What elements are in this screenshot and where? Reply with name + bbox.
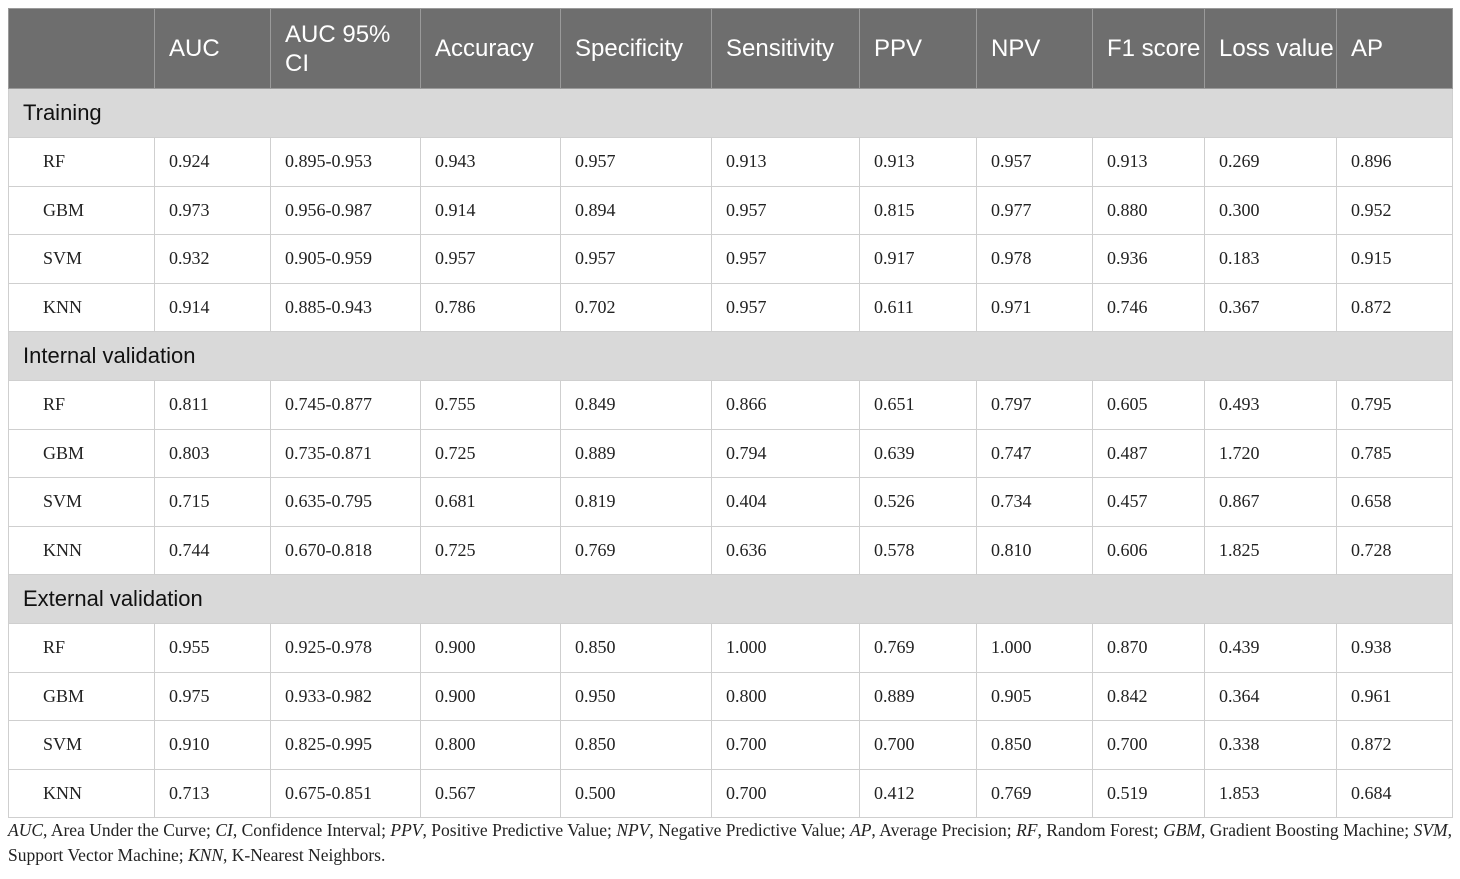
metric-cell: 0.977 [977,186,1093,235]
table-footnote [8,818,1452,868]
group-label: Training [9,89,1453,138]
metric-cell: 0.895-0.953 [271,138,421,187]
metric-cell: 0.700 [1093,721,1205,770]
metric-cell: 0.936 [1093,235,1205,284]
footnote-abbreviation: AUC [8,820,43,840]
metric-cell: 0.842 [1093,672,1205,721]
footnote-definition: , Support Vector Machine; [8,820,1452,865]
metric-cell: 0.675-0.851 [271,769,421,818]
footnote-definition: , Average Precision; [871,820,1017,840]
metric-cell: 0.794 [712,429,860,478]
metric-cell: 0.811 [155,381,271,430]
model-performance-table [8,8,1453,818]
table-row [9,429,1453,478]
metric-cell: 0.338 [1205,721,1337,770]
table-row [9,235,1453,284]
column-header: Accuracy [421,9,561,89]
metric-cell: 0.917 [860,235,977,284]
table-row [9,138,1453,187]
metric-cell: 0.943 [421,138,561,187]
metric-cell: 0.404 [712,478,860,527]
metric-cell: 0.961 [1337,672,1453,721]
footnote-abbreviation: NPV [616,820,650,840]
model-name-cell: KNN [9,526,155,575]
metric-cell: 0.867 [1205,478,1337,527]
metric-cell: 0.957 [712,235,860,284]
footnote-abbreviation: CI [215,820,233,840]
metric-cell: 0.567 [421,769,561,818]
metric-cell: 0.744 [155,526,271,575]
metric-cell: 0.519 [1093,769,1205,818]
metric-cell: 0.872 [1337,283,1453,332]
column-header: AUC 95% CI [271,9,421,89]
metric-cell: 0.955 [155,624,271,673]
metric-cell: 0.932 [155,235,271,284]
footnote-definition: , K-Nearest Neighbors. [223,845,386,865]
column-header: F1 score [1093,9,1205,89]
metric-cell: 0.715 [155,478,271,527]
metric-cell: 0.978 [977,235,1093,284]
metric-cell: 0.639 [860,429,977,478]
metric-cell: 0.300 [1205,186,1337,235]
footnote-abbreviation: AP [850,820,872,840]
metric-cell: 0.905 [977,672,1093,721]
metric-cell: 0.439 [1205,624,1337,673]
metric-cell: 0.971 [977,283,1093,332]
metric-cell: 0.769 [561,526,712,575]
table-header [9,9,1453,89]
model-name-cell: RF [9,138,155,187]
metric-cell: 0.894 [561,186,712,235]
metric-cell: 0.800 [712,672,860,721]
metric-cell: 0.578 [860,526,977,575]
metric-cell: 0.913 [860,138,977,187]
model-name-cell: SVM [9,478,155,527]
group-row [9,575,1453,624]
metric-cell: 0.684 [1337,769,1453,818]
footnote-definition: , Gradient Boosting Machine; [1200,820,1414,840]
metric-cell: 0.850 [977,721,1093,770]
metric-cell: 0.957 [421,235,561,284]
metric-cell: 0.747 [977,429,1093,478]
model-name-cell: KNN [9,283,155,332]
table-row [9,672,1453,721]
header-row [9,9,1453,89]
group-row [9,332,1453,381]
column-header: NPV [977,9,1093,89]
metric-cell: 0.900 [421,672,561,721]
footnote-definition: , Random Forest; [1037,820,1164,840]
footnote-abbreviation: PPV [390,820,423,840]
metric-cell: 0.872 [1337,721,1453,770]
metric-cell: 0.913 [712,138,860,187]
metric-cell: 1.000 [977,624,1093,673]
metric-cell: 0.670-0.818 [271,526,421,575]
metric-cell: 0.797 [977,381,1093,430]
metric-cell: 0.885-0.943 [271,283,421,332]
metric-cell: 0.735-0.871 [271,429,421,478]
column-header: PPV [860,9,977,89]
table-row [9,624,1453,673]
metric-cell: 0.889 [561,429,712,478]
model-name-cell: SVM [9,721,155,770]
metric-cell: 0.700 [712,721,860,770]
metric-cell: 0.795 [1337,381,1453,430]
table-row [9,526,1453,575]
metric-cell: 0.889 [860,672,977,721]
metric-cell: 0.900 [421,624,561,673]
metric-cell: 0.636 [712,526,860,575]
metric-cell: 0.933-0.982 [271,672,421,721]
column-header: Specificity [561,9,712,89]
metric-cell: 0.849 [561,381,712,430]
metric-cell: 0.957 [561,235,712,284]
metric-cell: 0.651 [860,381,977,430]
metric-cell: 0.500 [561,769,712,818]
metric-cell: 0.850 [561,721,712,770]
model-name-cell: RF [9,624,155,673]
metric-cell: 0.605 [1093,381,1205,430]
footnote-abbreviation: RF [1016,820,1038,840]
metric-cell: 0.870 [1093,624,1205,673]
metric-cell: 0.606 [1093,526,1205,575]
metric-cell: 0.785 [1337,429,1453,478]
metric-cell: 0.915 [1337,235,1453,284]
footnote-definition: , Area Under the Curve; [43,820,216,840]
model-name-cell: SVM [9,235,155,284]
model-name-cell: GBM [9,186,155,235]
metric-cell: 0.810 [977,526,1093,575]
metric-cell: 0.975 [155,672,271,721]
metric-cell: 0.825-0.995 [271,721,421,770]
header-corner-cell [9,9,155,89]
metric-cell: 0.957 [712,283,860,332]
metric-cell: 0.269 [1205,138,1337,187]
footnote-definition: , Positive Predictive Value; [422,820,617,840]
metric-cell: 0.957 [977,138,1093,187]
metric-cell: 0.700 [860,721,977,770]
metric-cell: 0.800 [421,721,561,770]
metric-cell: 0.183 [1205,235,1337,284]
footnote-abbreviation: KNN [188,845,224,865]
metric-cell: 0.973 [155,186,271,235]
table-body [9,89,1453,818]
metric-cell: 0.819 [561,478,712,527]
metric-cell: 0.866 [712,381,860,430]
table-row [9,769,1453,818]
metric-cell: 0.957 [561,138,712,187]
metric-cell: 0.925-0.978 [271,624,421,673]
metric-cell: 0.681 [421,478,561,527]
metric-cell: 0.364 [1205,672,1337,721]
footnote-abbreviation: SVM [1413,820,1448,840]
metric-cell: 0.746 [1093,283,1205,332]
table-row [9,478,1453,527]
metric-cell: 1.853 [1205,769,1337,818]
metric-cell: 0.956-0.987 [271,186,421,235]
metric-cell: 0.938 [1337,624,1453,673]
metric-cell: 0.493 [1205,381,1337,430]
results-table-container [8,8,1452,818]
metric-cell: 0.635-0.795 [271,478,421,527]
metric-cell: 0.725 [421,429,561,478]
metric-cell: 0.734 [977,478,1093,527]
footnote-definition: , Confidence Interval; [232,820,391,840]
model-name-cell: KNN [9,769,155,818]
metric-cell: 0.786 [421,283,561,332]
metric-cell: 0.725 [421,526,561,575]
metric-cell: 0.611 [860,283,977,332]
group-label: External validation [9,575,1453,624]
metric-cell: 0.658 [1337,478,1453,527]
metric-cell: 0.957 [712,186,860,235]
model-name-cell: RF [9,381,155,430]
metric-cell: 1.720 [1205,429,1337,478]
metric-cell: 0.914 [421,186,561,235]
metric-cell: 0.713 [155,769,271,818]
metric-cell: 1.825 [1205,526,1337,575]
metric-cell: 0.913 [1093,138,1205,187]
metric-cell: 0.702 [561,283,712,332]
metric-cell: 0.755 [421,381,561,430]
metric-cell: 0.950 [561,672,712,721]
footnote-abbreviation: GBM [1163,820,1201,840]
column-header: Loss value [1205,9,1337,89]
model-name-cell: GBM [9,429,155,478]
metric-cell: 0.905-0.959 [271,235,421,284]
metric-cell: 0.914 [155,283,271,332]
metric-cell: 0.850 [561,624,712,673]
column-header: AP [1337,9,1453,89]
metric-cell: 0.910 [155,721,271,770]
model-name-cell: GBM [9,672,155,721]
column-header: Sensitivity [712,9,860,89]
metric-cell: 0.896 [1337,138,1453,187]
metric-cell: 0.457 [1093,478,1205,527]
group-row [9,89,1453,138]
metric-cell: 0.745-0.877 [271,381,421,430]
metric-cell: 0.815 [860,186,977,235]
metric-cell: 0.367 [1205,283,1337,332]
table-row [9,283,1453,332]
metric-cell: 0.487 [1093,429,1205,478]
metric-cell: 0.952 [1337,186,1453,235]
metric-cell: 0.769 [860,624,977,673]
table-row [9,381,1453,430]
metric-cell: 0.728 [1337,526,1453,575]
metric-cell: 0.880 [1093,186,1205,235]
metric-cell: 0.924 [155,138,271,187]
metric-cell: 0.803 [155,429,271,478]
metric-cell: 0.769 [977,769,1093,818]
metric-cell: 0.700 [712,769,860,818]
table-row [9,721,1453,770]
group-label: Internal validation [9,332,1453,381]
footnote-definition: , Negative Predictive Value; [649,820,851,840]
metric-cell: 0.526 [860,478,977,527]
metric-cell: 1.000 [712,624,860,673]
table-row [9,186,1453,235]
metric-cell: 0.412 [860,769,977,818]
column-header: AUC [155,9,271,89]
